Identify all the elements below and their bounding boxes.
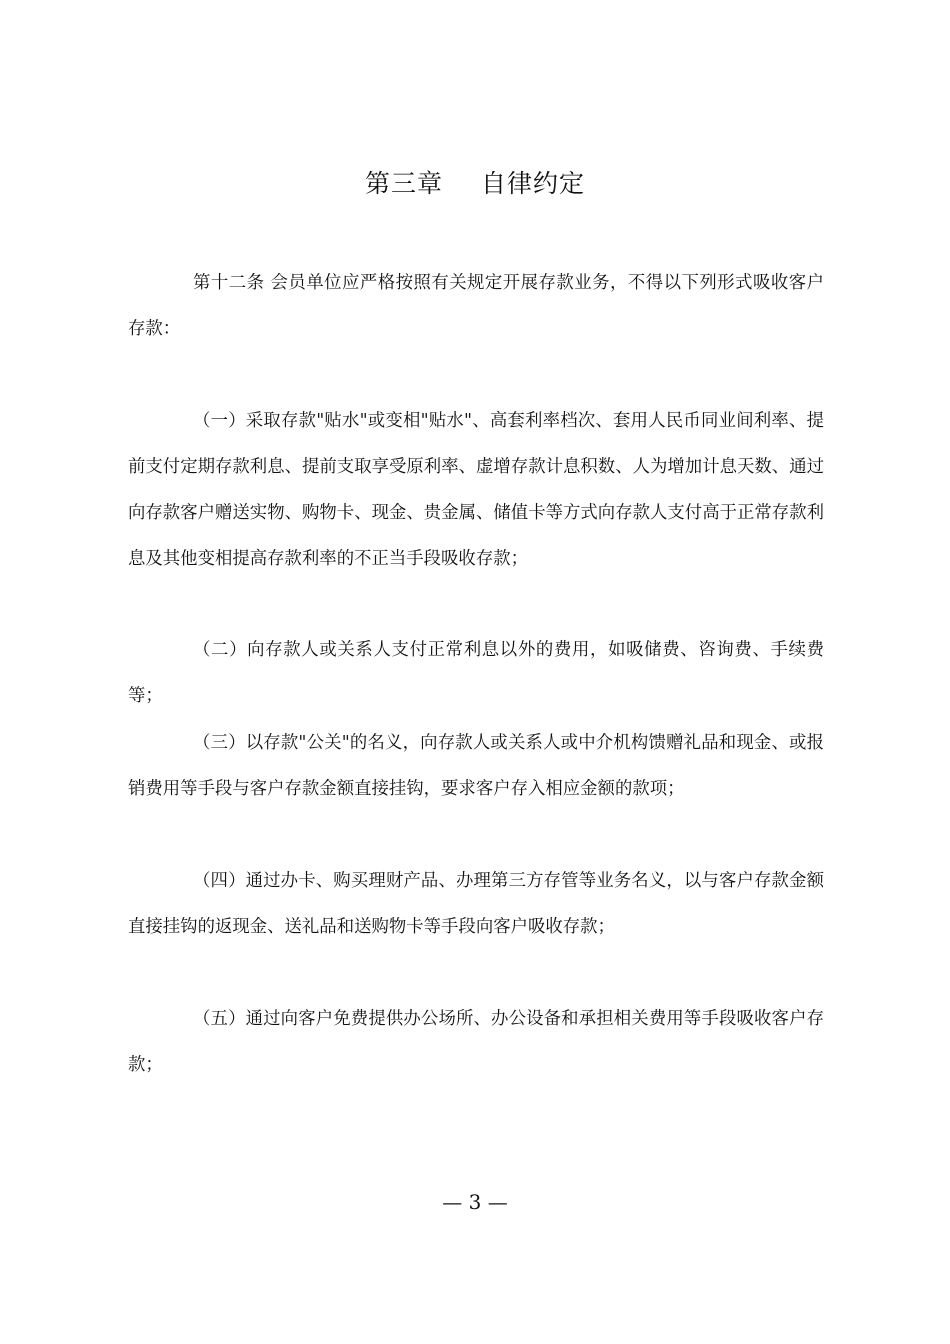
clause-3-paragraph: （三）以存款"公关"的名义，向存款人或关系人或中介机构馈赠礼品和现金、或报销费用等手段与客户存款金额直接挂钩，要求客户存入相应金额的款项； bbox=[128, 733, 824, 799]
chapter-heading bbox=[0, 166, 950, 202]
chapter-title: 自律约定 bbox=[481, 169, 586, 198]
page-number: — 3 — bbox=[442, 1190, 508, 1214]
chapter-number: 第三章 bbox=[364, 169, 443, 198]
clause-1-paragraph: （一）采取存款"贴水"或变相"贴水"、高套利率档次、套用人民币同业间利率、提前支付定期存款利息、提前支取享受原利率、虚增存款计息积数、人为增加计息天数、通过向存款客户赠送实物、购物卡、现金、贵金属、储值卡等方式向存款人支付高于正常存款利息及其他变相提高存款利率的不正当手段吸收存款； bbox=[128, 411, 824, 569]
clause-2-paragraph: （二）向存款人或关系人支付正常利息以外的费用，如吸储费、咨询费、手续费等； bbox=[128, 640, 824, 706]
clause-5-paragraph: （五）通过向客户免费提供办公场所、办公设备和承担相关费用等手段吸收客户存款； bbox=[128, 1009, 824, 1075]
article-12-paragraph: 第十二条 会员单位应严格按照有关规定开展存款业务，不得以下列形式吸收客户存款： bbox=[128, 273, 824, 339]
clause-4-paragraph: （四）通过办卡、购买理财产品、办理第三方存管等业务名义，以与客户存款金额直接挂钩的返现金、送礼品和送购物卡等手段向客户吸收存款； bbox=[128, 871, 824, 937]
